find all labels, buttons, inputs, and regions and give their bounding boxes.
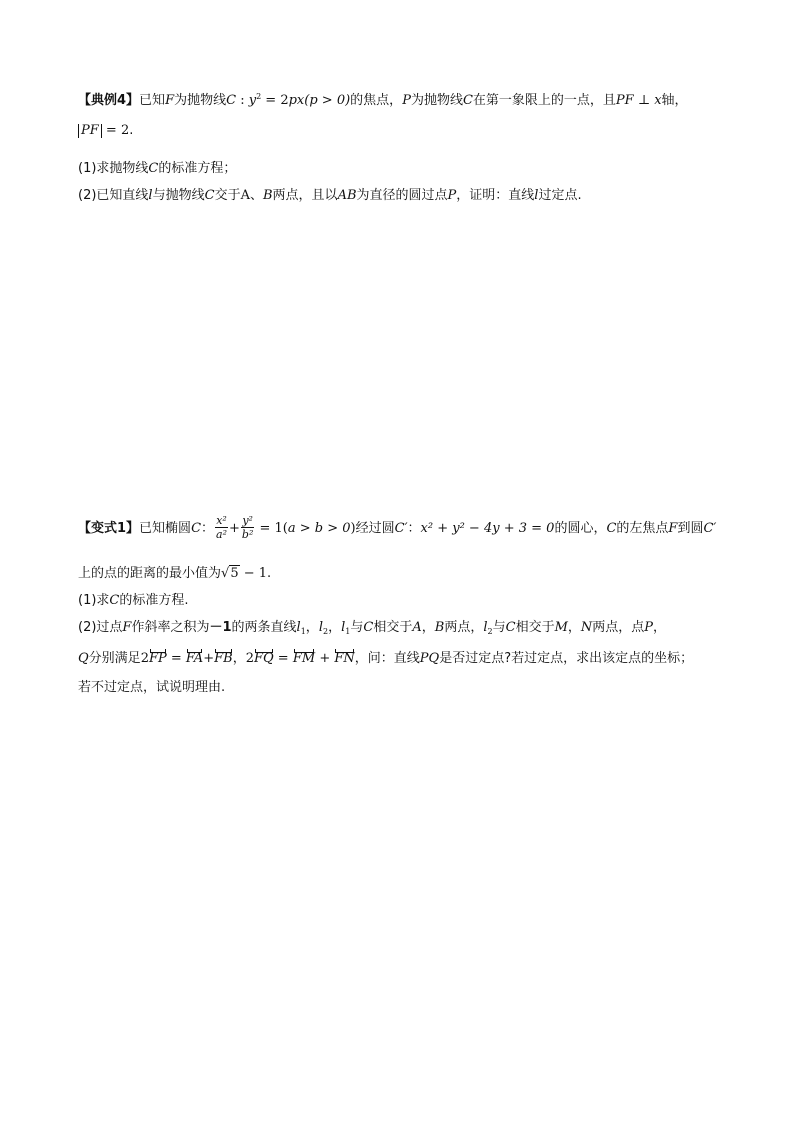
math-P: P: [447, 188, 457, 203]
text: (1)求抛物线: [78, 161, 149, 176]
text: 的圆心，: [554, 521, 607, 536]
text: 已知椭圆: [139, 521, 192, 536]
variant-1-question-2-line-1: [78, 621, 666, 634]
text: 与: [492, 620, 506, 635]
math-P: P: [402, 93, 411, 108]
text: .: [129, 123, 134, 138]
math-C: C: [606, 521, 617, 536]
math-C: C: [363, 620, 374, 635]
math-l: l: [341, 620, 346, 635]
fraction-x: [215, 514, 228, 541]
math-sqrt: √5: [221, 566, 239, 581]
variant-1-question-2-line-3: [78, 681, 225, 694]
text: 到圆: [677, 521, 704, 536]
math-plus: +: [315, 651, 335, 666]
math-l: l: [296, 620, 301, 635]
math-A: A: [412, 620, 422, 635]
math-C-prime: C′: [394, 521, 408, 536]
variant-1-tag: 【变式1】: [78, 521, 140, 536]
math-perp: ⊥: [633, 93, 655, 108]
text: (2)过点: [78, 620, 123, 635]
text: 的左焦点: [616, 521, 669, 536]
text: 分别满足: [88, 651, 141, 666]
math-C: C: [148, 161, 159, 176]
vector-FP: FP: [149, 648, 167, 665]
vector-FM: FM: [293, 648, 315, 665]
text: (2)已知直线: [78, 188, 149, 203]
math-C: C: [204, 188, 215, 203]
text: 过定点.: [538, 188, 582, 203]
text: 、: [249, 188, 263, 203]
math: 2: [245, 651, 254, 666]
text: 的标准方程；: [158, 161, 237, 176]
math-l: l: [483, 620, 488, 635]
math-PQ: PQ: [419, 651, 440, 666]
text: ，: [653, 620, 667, 635]
math-AB: AB: [337, 188, 357, 203]
math-plus: +: [203, 651, 215, 666]
math-F: F: [122, 620, 132, 635]
math-C: C: [226, 93, 237, 108]
math-condition: a > b > 0: [287, 521, 351, 536]
math-C: C: [191, 521, 202, 536]
math: :: [236, 93, 249, 108]
text: 是否过定点?若过定点，求出该定点的坐标；: [439, 651, 694, 666]
text: 的焦点，: [350, 93, 403, 108]
math-px: px: [288, 93, 305, 108]
variant-1-question-1: [78, 594, 189, 607]
text: 作斜率之积为: [131, 620, 210, 635]
math-PF: PF: [615, 93, 634, 108]
math-abs-PF: PF: [78, 124, 102, 138]
math-subscript: 2: [322, 627, 329, 636]
math-C: C: [462, 93, 473, 108]
text: ，: [305, 620, 319, 635]
math: = 2: [261, 93, 289, 108]
math-subscript: 1: [300, 627, 306, 636]
text: 轴，: [661, 93, 688, 108]
math-B: B: [434, 620, 445, 635]
text: 为抛物线: [410, 93, 463, 108]
math-circle-equation: x² + y² − 4y + 3 = 0: [420, 521, 555, 536]
example-4-line-1: [78, 94, 688, 107]
text: ：: [201, 521, 215, 536]
text: 经过圆: [355, 521, 395, 536]
math-condition: (p > 0): [304, 93, 351, 108]
math-A: A: [240, 188, 250, 203]
math-F: F: [668, 521, 678, 536]
math-C: C: [109, 593, 120, 608]
text: ，证明：直线: [456, 188, 535, 203]
fraction-denominator: a²: [216, 528, 227, 541]
math-l: l: [534, 188, 539, 203]
text: 已知: [139, 93, 166, 108]
math: = 2: [101, 123, 130, 138]
text: 的标准方程.: [119, 593, 189, 608]
math-N: N: [580, 620, 593, 635]
text: 与抛物线: [152, 188, 205, 203]
text: ：: [407, 521, 421, 536]
math-plus: +: [229, 521, 240, 536]
math: =: [273, 651, 293, 666]
math-y: y: [248, 93, 257, 108]
math-l: l: [318, 620, 323, 635]
math-B: B: [262, 188, 273, 203]
vector-FN: FN: [334, 648, 354, 665]
fraction-y: [241, 514, 254, 541]
text: ，: [421, 620, 435, 635]
math: =: [166, 651, 186, 666]
math-x: x: [654, 93, 662, 108]
math: 2: [140, 651, 149, 666]
example-4-tag: 【典例4】: [78, 93, 140, 108]
math-exp: 2: [256, 92, 262, 101]
text: 为直径的圆过点: [356, 188, 448, 203]
sqrt-radicand: 5: [230, 566, 239, 581]
vector-FA: FA: [186, 648, 203, 665]
variant-1-line-1: [78, 515, 716, 542]
example-4-question-1: [78, 162, 236, 175]
math-F: F: [165, 93, 175, 108]
math-l: l: [148, 188, 153, 203]
math-Q: Q: [78, 651, 89, 666]
text: 两点，点: [592, 620, 645, 635]
text: 两点，且以: [272, 188, 338, 203]
math: − 1: [239, 566, 268, 581]
example-4-question-2: [78, 189, 582, 202]
fraction-numerator: y²: [242, 514, 253, 527]
math-subscript: 2: [487, 627, 493, 636]
text: 相交于: [373, 620, 413, 635]
math-M: M: [554, 620, 568, 635]
text: 若不过定点，试说明理由.: [78, 680, 226, 695]
text: .: [267, 566, 272, 581]
vector-FB: FB: [214, 648, 233, 665]
text: 为抛物线: [174, 93, 227, 108]
text: 与: [350, 620, 364, 635]
text: ，: [328, 620, 342, 635]
text: 相交于: [515, 620, 555, 635]
math-C: C: [505, 620, 516, 635]
math-subscript: 1: [345, 627, 351, 636]
text: ，: [567, 620, 581, 635]
text: 上的点的距离的最小值为: [78, 566, 222, 581]
variant-1-question-2-line-2: [78, 648, 693, 665]
fraction-denominator: b²: [241, 528, 254, 541]
math-negative-one: －1: [209, 620, 232, 635]
text: ，问：直线: [354, 651, 420, 666]
math-P: P: [644, 620, 654, 635]
text: ，: [232, 651, 246, 666]
text: 两点，: [444, 620, 484, 635]
fraction-numerator: x²: [216, 514, 227, 527]
math: = 1(: [255, 521, 288, 536]
math: ): [350, 521, 356, 536]
text: 的两条直线: [231, 620, 297, 635]
vector-FQ: FQ: [254, 648, 274, 665]
text: 交于: [214, 188, 241, 203]
variant-1-line-2: [78, 567, 271, 580]
text: (1)求: [78, 593, 110, 608]
example-4-line-2: [78, 124, 133, 138]
text: 在第一象限上的一点，且: [472, 93, 616, 108]
math-C-prime: C′: [703, 521, 717, 536]
